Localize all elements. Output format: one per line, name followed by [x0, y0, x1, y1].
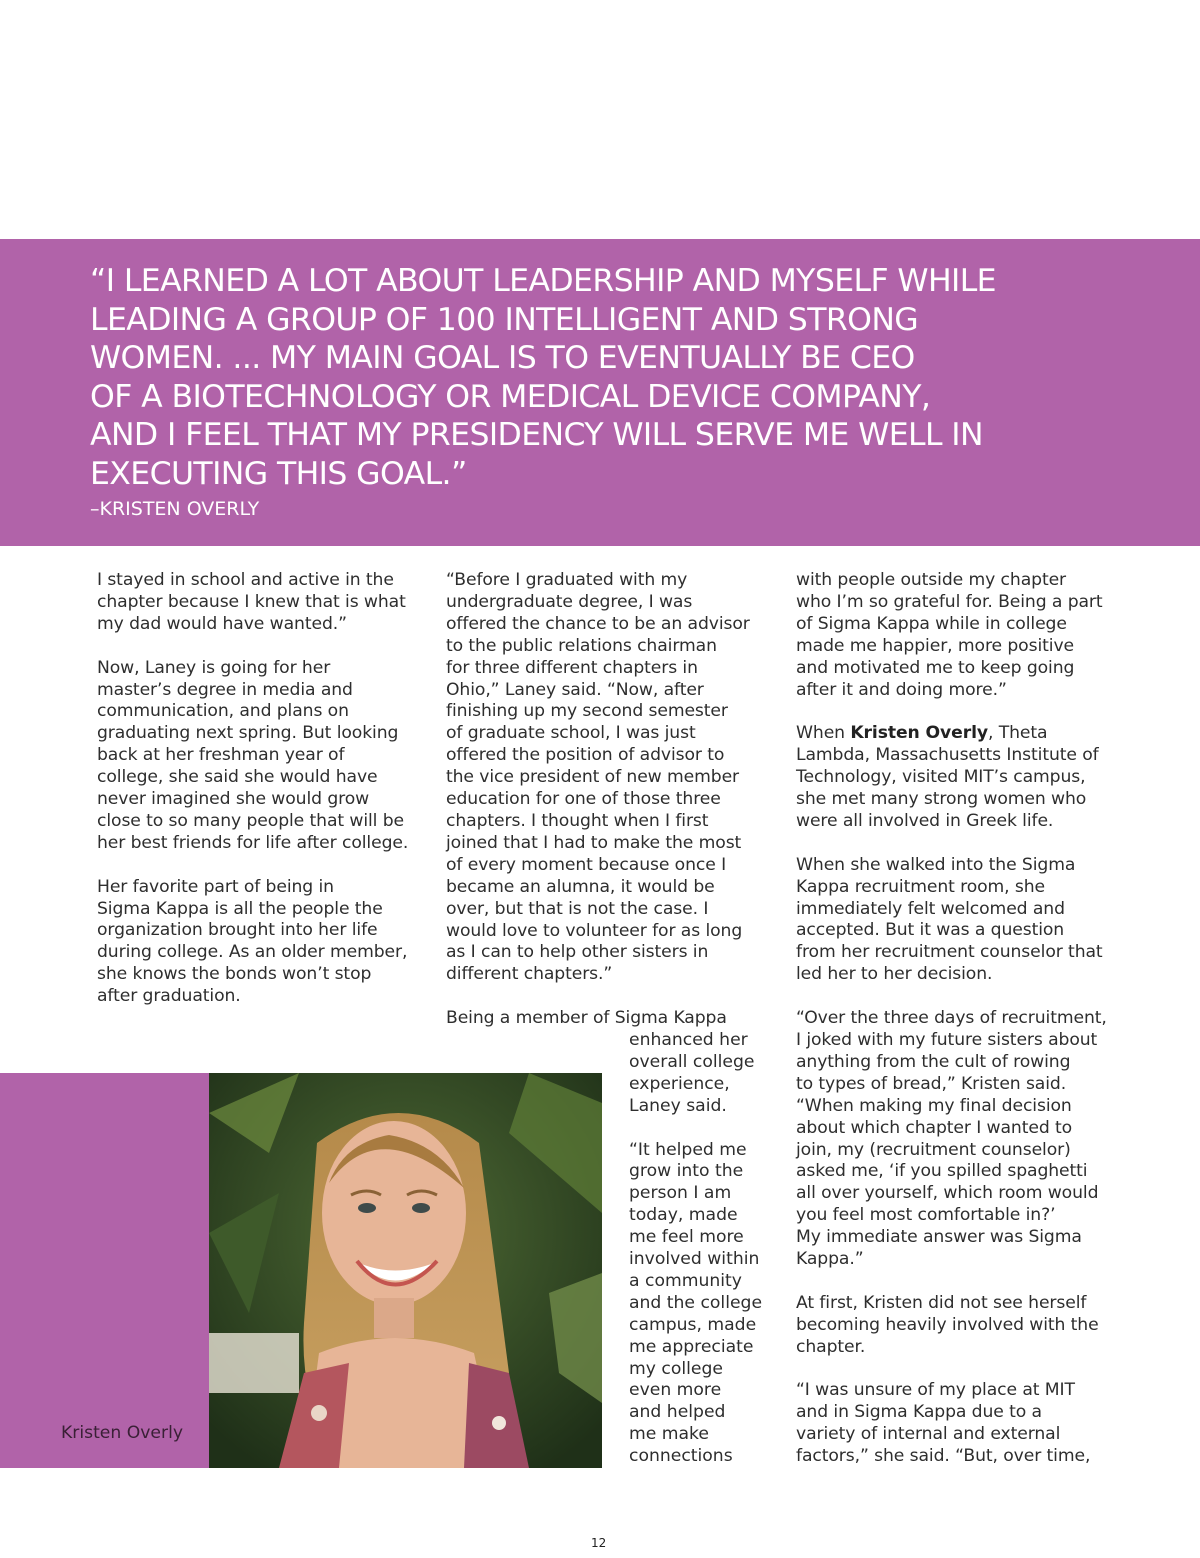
- pull-quote-attribution: –KRISTEN OVERLY: [90, 498, 260, 520]
- paragraph: “Before I graduated with my undergraduate degree, I was offered the chance to be an advisor to the public relations chairman for three different chapters in Ohio,” Laney said. “Now, after finishing up my second semester of graduate school, I was just offered the position of advisor to the vice president of new member education for one of those three chapters. I thought when I first joined that I had to make the most of every moment because once I became an alumna, it would be over, but that is not the case. I would love to volunteer for as long as I can to help other sisters in different chapters.”: [446, 570, 750, 985]
- member-name: Kristen Overly: [850, 723, 988, 744]
- paragraph: I stayed in school and active in the chapter because I knew that is what my dad would have wanted.”: [97, 570, 406, 634]
- paragraph: Now, Laney is going for her master’s degree in media and communication, and plans on graduating next spring. But looking back at her freshman year of college, she said she would have never imagined she would grow close to so many people that will be her best friends for life after college.: [97, 657, 409, 853]
- paragraph: When she walked into the Sigma Kappa recruitment room, she immediately felt welcomed and accepted. But it was a question from her recruitment counselor that led her to her decision.: [796, 854, 1103, 985]
- paragraph-lead: Being a member of Sigma Kappa: [446, 1008, 727, 1028]
- paragraph: enhanced her overall college experience, Laney said.: [629, 1030, 755, 1116]
- page-number: 12: [591, 1536, 607, 1550]
- paragraph: Her favorite part of being in Sigma Kappa is all the people the organization brought into her life during college. As an older member, she knows the bonds won’t stop after graduation.: [97, 876, 408, 1007]
- paragraph: “Over the three days of recruitment, I joked with my future sisters about anything from the cult of rowing to types of bread,” Kristen said. “When making my final decision about which chapter I wanted to join, my (recruitment counselor) asked me, ‘if you spilled spaghetti all over yourself, which room would you feel most comfortable in?’ My immediate answer was Sigma Kappa.”: [796, 1008, 1107, 1270]
- paragraph: “It helped me grow into the person I am today, made me feel more involved within a community and the college campus, made me appreciate my college even more and helped me make connections: [629, 1139, 763, 1467]
- paragraph: with people outside my chapter who I’m so grateful for. Being a part of Sigma Kappa while in college made me happier, more positive and motivated me to keep going after it and doing more.”: [796, 570, 1103, 700]
- paragraph: [796, 723, 1131, 833]
- article-column-2: [446, 570, 786, 1028]
- article-column-1: [97, 570, 432, 1030]
- photo-caption-panel: [0, 1073, 209, 1468]
- portrait-photo: [209, 1073, 602, 1468]
- paragraph: At first, Kristen did not see herself becoming heavily involved with the chapter.: [796, 1292, 1099, 1357]
- pull-quote-text: “I LEARNED A LOT ABOUT LEADERSHIP AND MYSELF WHILE LEADING A GROUP OF 100 INTELLIGENT AND STRONG WOMEN. ... MY MAIN GOAL IS TO EVENTUALLY BE CEO OF A BIOTECHNOLOGY OR MEDICAL DEVICE COMPANY, AND I FEEL THAT MY PRESIDENCY WILL SERVE ME WELL IN EXECUTING THIS GOAL.”: [90, 263, 996, 492]
- photo-caption: Kristen Overly: [61, 1423, 184, 1443]
- article-column-2-wrap: [629, 1030, 794, 1490]
- paragraph: “I was unsure of my place at MIT and in Sigma Kappa due to a variety of internal and external factors,” she said. “But, over time,: [796, 1380, 1091, 1467]
- text-run: When: [796, 723, 851, 744]
- text-run: , Theta Lambda, Massachusetts Institute of Technology, visited MIT’s campus, she met many strong women who were all involved in Greek life.: [796, 723, 1099, 831]
- article-column-3: [796, 570, 1131, 1490]
- portrait-illustration: [209, 1073, 602, 1468]
